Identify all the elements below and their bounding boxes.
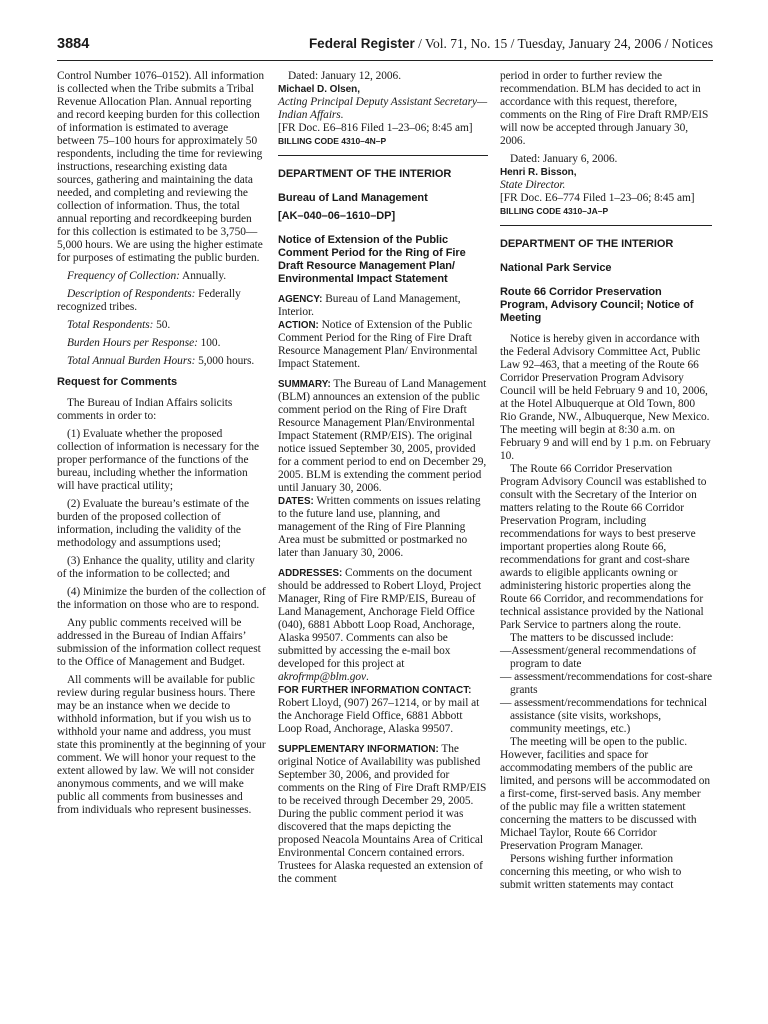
addresses-end: .	[366, 671, 369, 683]
agency-label: AGENCY:	[278, 294, 323, 305]
signer-name: Michael D. Olsen,	[278, 84, 360, 95]
supplementary-text: The original Notice of Availability was published September 30, 2006, and provided for comments on the Ring of Fire Draft RMP/EIS to be received through December 29, 2005. During the public comment period it was discovered that the maps depicting the proposed Neacola Mountains Area of Critical Environmental Concern contained errors. Trustees for Alaska requested an extension of the comment	[278, 743, 487, 885]
signer-title-text: State Director.	[500, 179, 566, 191]
supplementary-label: SUPPLEMENTARY INFORMATION:	[278, 744, 439, 755]
signer-title-text: Acting Principal Deputy Assistant Secretary—Indian Affairs.	[278, 96, 488, 121]
agency-heading: Bureau of Land Management	[278, 192, 428, 204]
frequency-line	[57, 270, 266, 283]
billing-code: BILLING CODE 4310–JA–P	[500, 206, 609, 216]
paragraph-persons: Persons wishing further information concerning this meeting, or who wish to submit written statements may contact	[500, 853, 682, 891]
billing-code: BILLING CODE 4310–4N–P	[278, 136, 387, 146]
action-line	[278, 319, 488, 371]
paragraph-any-comments: Any public comments received will be addressed in the Bureau of Indian Affairs’ submission of the information collect request to the Office of Management and Budget.	[57, 617, 261, 668]
page-header	[57, 36, 713, 61]
respondents-description-line	[57, 288, 266, 314]
list-item: —Assessment/general recommendations of program to date	[500, 645, 697, 670]
supplementary-line	[278, 743, 488, 886]
column-3	[500, 70, 712, 892]
frequency-label: Frequency of Collection:	[67, 270, 180, 282]
frequency-value: Annually.	[179, 270, 227, 282]
total-respondents-label: Total Respondents:	[67, 319, 154, 331]
notice-title: Notice of Extension of the Public Comment Period for the Ring of Fire Draft Resource Management Plan/ Environmental Impact Statement	[278, 234, 466, 285]
burden-hours-line	[57, 337, 266, 350]
annual-burden-label: Total Annual Burden Hours:	[67, 355, 196, 367]
fr-doc-line: [FR Doc. E6–774 Filed 1–23–06; 8:45 am]	[500, 192, 695, 204]
running-head-title: Federal Register	[308, 36, 415, 51]
dated-line: Dated: January 6, 2006.	[510, 153, 618, 165]
list-item: — assessment/recommendations for technical assistance (site visits, workshops, community meetings, etc.)	[500, 697, 707, 735]
email-address: akrofrmp@blm.gov	[278, 671, 367, 683]
paragraph-open: The meeting will be open to the public. However, facilities and space for accommodating members of the public are limited, and persons will be accommodated on a first-come, first-served basis. Any member of the public may file a written statement concerning the matters to be discussed with Michael Taylor, Route 66 Corridor Preservation Program Manager.	[500, 736, 711, 852]
page-number: 3884	[57, 36, 90, 52]
paragraph-notice: Notice is hereby given in accordance with the Federal Advisory Committee Act, Public Law 92–463, that a meeting of the Route 66 Corridor Preservation Program Advisory Council will be held February 9 and 10, 2006, at the Hotel Albuquerque at Old Town, 800 Rio Grande, NW., Albuquerque, New Mexico. The meeting will begin at 8:30 a.m. on February 9 and will end by 1 p.m. on February 10.	[500, 333, 711, 462]
column-1	[57, 70, 266, 817]
section-divider	[278, 155, 488, 156]
paragraph-all-comments: All comments will be available for public review during regular business hours. There may be an instance when we decide to withhold information, but if you wish us to withhold your name and address, you must state this prominently at the beginning of your comment. We will honor your request to the extent allowed by law. We will not consider anonymous comments, and we will make public all comments from businesses and from individuals who represent businesses.	[57, 674, 266, 816]
paragraph-council: The Route 66 Corridor Preservation Program Advisory Council was established to consult with the Secretary of the Interior on matters relating to the Route 66 Corridor Preservation Program, including recommendations for ways to best preserve important properties along Route 66, recommendations for grant and cost-share awards to eligible applicants owning or administering historic properties along the Route 66 Corridor, and recommendations for technical assistance provided by the National Park Service to partners along the route.	[500, 463, 707, 631]
contact-text: Robert Lloyd, (907) 267–1214, or by mail at the Anchorage Field Office, 6881 Abbott Loop Road, Anchorage, Alaska 99507.	[278, 697, 480, 735]
dates-label: DATES:	[278, 496, 314, 507]
addresses-line	[278, 567, 488, 684]
agency-heading: National Park Service	[500, 262, 612, 274]
request-for-comments-heading: Request for Comments	[57, 376, 178, 388]
docket-number: [AK–040–06–1610–DP]	[278, 210, 396, 222]
total-respondents-line	[57, 319, 266, 332]
comment-item-4: (4) Minimize the burden of the collection of the information on those who are to respond.	[57, 586, 266, 611]
paragraph-burden: Control Number 1076–0152). All information is collected when the Tribe submits a Tribal Revenue Allocation Plan. Annual reporting and record keeping burden for this collection of information is estimated to average between 75–100 hours for approximately 50 respondents, including the time for reviewing instructions, researching existing data sources, gathering and maintaining the data needed, and completing and reviewing the collection of information. Thus, the total annual reporting and recordkeeping burden for this collection is estimated to be 3,750—5,000 hours. We are using the higher estimate for purposes of estimating the public burden.	[57, 70, 265, 264]
respondents-description-value: Federally recognized tribes.	[57, 288, 241, 313]
agency-line	[278, 293, 488, 319]
paragraph-continued: period in order to further review the recommendation. BLM has decided to act in accordance with this request, therefore, comments on the Ring of Fire Draft RMP/EIS will now be accepted through January 30, 2006.	[500, 70, 709, 147]
department-heading: DEPARTMENT OF THE INTERIOR	[500, 238, 674, 250]
comment-item-2: (2) Evaluate the bureau’s estimate of the burden of the proposed collection of information, including the validity of the methodology and assumptions used;	[57, 498, 250, 549]
annual-burden-line	[57, 355, 266, 368]
dates-text: Written comments on issues relating to the future land use, planning, and management of the Ring of Fire Planning Area must be submitted or postmarked no later than January 30, 2006.	[278, 495, 481, 559]
dated-line: Dated: January 12, 2006.	[288, 70, 401, 82]
respondents-description-label: Description of Respondents:	[67, 288, 196, 300]
comment-item-3: (3) Enhance the quality, utility and clarity of the information to be collected; and	[57, 555, 255, 580]
running-head	[309, 36, 713, 52]
department-heading: DEPARTMENT OF THE INTERIOR	[278, 168, 452, 180]
fr-doc-line: [FR Doc. E6–816 Filed 1–23–06; 8:45 am]	[278, 122, 473, 134]
dates-line	[278, 495, 488, 560]
summary-label: SUMMARY:	[278, 379, 331, 390]
comment-item-1: (1) Evaluate whether the proposed collection of information is necessary for the proper performance of the functions of the bureau, including whether the information will have practical utility;	[57, 428, 260, 492]
burden-hours-label: Burden Hours per Response:	[67, 337, 198, 349]
list-item: — assessment/recommendations for cost-share grants	[500, 671, 712, 696]
paragraph-matters: The matters to be discussed include:	[510, 632, 674, 644]
column-2	[278, 70, 488, 886]
addresses-text: Comments on the document should be addressed to Robert Lloyd, Project Manager, Ring of Fire RMP/EIS, Bureau of Land Management, Anchorage Field Office (040), 6881 Abbott Loop Road, Anchorage, Alaska 99507. Comments can also be submitted by accessing the e-mail box developed for this project at	[278, 567, 482, 670]
signer-title	[278, 96, 488, 122]
section-divider	[500, 225, 712, 226]
addresses-label: ADDRESSES:	[278, 568, 343, 579]
action-text: Notice of Extension of the Public Comment Period for the Ring of Fire Draft Resource Management Plan/ Environmental Impact Statement.	[278, 319, 478, 370]
summary-text: The Bureau of Land Management (BLM) announces an extension of the public comment period on the Ring of Fire Draft Resource Management Plan/Environmental Impact Statement (RMP/EIS). The original notice issued September 30, 2005, provided for a comment period to end on December 29, 2005. BLM is extending the comment period until January 30, 2006.	[278, 378, 487, 494]
agency-text: Bureau of Land Management, Interior.	[278, 293, 461, 318]
burden-hours-value: 100.	[197, 337, 221, 349]
signer-title	[500, 179, 712, 192]
action-label: ACTION:	[278, 320, 319, 331]
summary-line	[278, 378, 488, 495]
signer-name: Henri R. Bisson,	[500, 167, 577, 178]
notice-title: Route 66 Corridor Preservation Program, Advisory Council; Notice of Meeting	[500, 286, 694, 324]
contact-label: FOR FURTHER INFORMATION CONTACT:	[278, 685, 472, 696]
annual-burden-value: 5,000 hours.	[195, 355, 255, 367]
paragraph-solicits: The Bureau of Indian Affairs solicits comments in order to:	[57, 397, 233, 422]
contact-line	[278, 684, 488, 736]
total-respondents-value: 50.	[153, 319, 171, 331]
running-head-issue: / Vol. 71, No. 15 / Tuesday, January 24, 2006 / Notices	[414, 36, 713, 51]
